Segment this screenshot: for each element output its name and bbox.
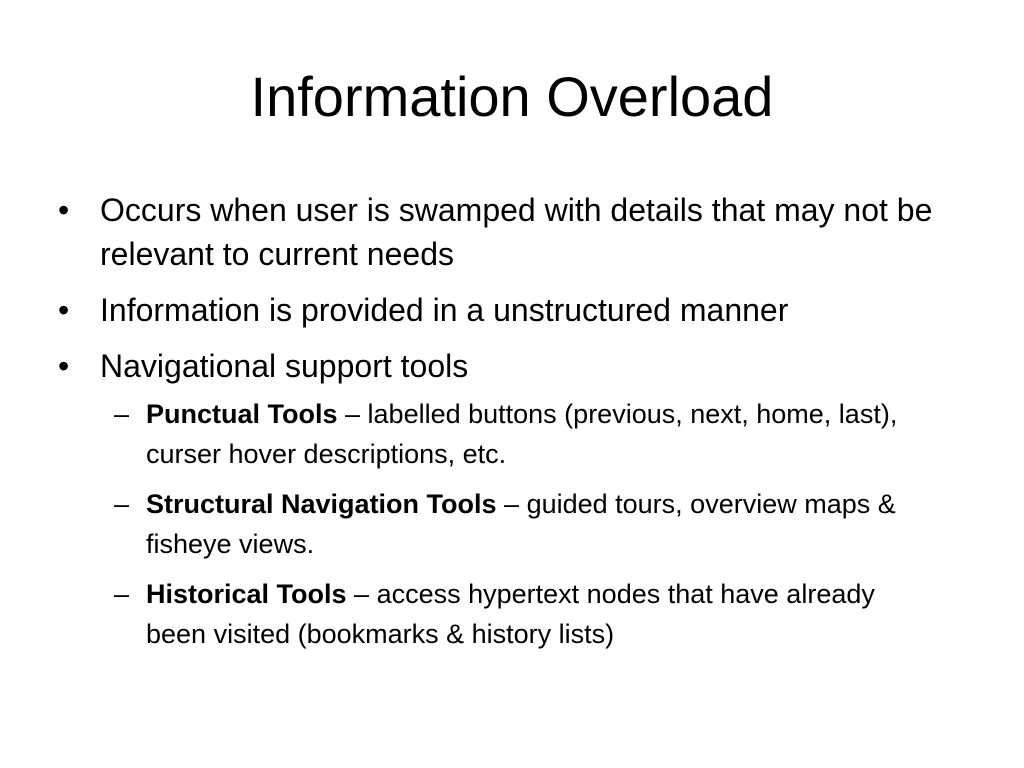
bullet-text: Information is provided in a unstructured manner: [100, 292, 789, 328]
sub-bullet-item: [100, 574, 936, 654]
bullet-list: [56, 188, 986, 666]
bullet-text: Occurs when user is swamped with details that may not be relevant to current needs: [100, 192, 933, 272]
sub-bullet-item: [100, 394, 936, 474]
bullet-marker: •: [58, 348, 70, 384]
bullet-marker: •: [58, 292, 70, 328]
sub-bullet-text: – guided tours, overview maps & fisheye views.: [146, 489, 896, 559]
bullet-text: Navigational support tools: [100, 348, 469, 384]
bullet-item: [56, 344, 986, 654]
dash-marker: –: [114, 579, 130, 609]
sub-bullet-text: – labelled buttons (previous, next, home, last), curser hover descriptions, etc.: [146, 399, 898, 469]
sub-bullet-list: [100, 394, 986, 654]
bullet-item: [56, 288, 986, 332]
sub-bullet-term: Historical Tools: [146, 579, 347, 609]
dash-marker: –: [114, 489, 130, 519]
sub-bullet-item: [100, 484, 936, 564]
sub-bullet-text: – access hypertext nodes that have already been visited (bookmarks & history lists): [146, 579, 875, 649]
bullet-marker: •: [58, 192, 70, 228]
sub-bullet-term: Structural Navigation Tools: [146, 489, 497, 519]
bullet-item: [56, 188, 986, 276]
sub-bullet-term: Punctual Tools: [146, 399, 338, 429]
slide-title: Information Overload: [250, 65, 774, 128]
dash-marker: –: [114, 399, 130, 429]
